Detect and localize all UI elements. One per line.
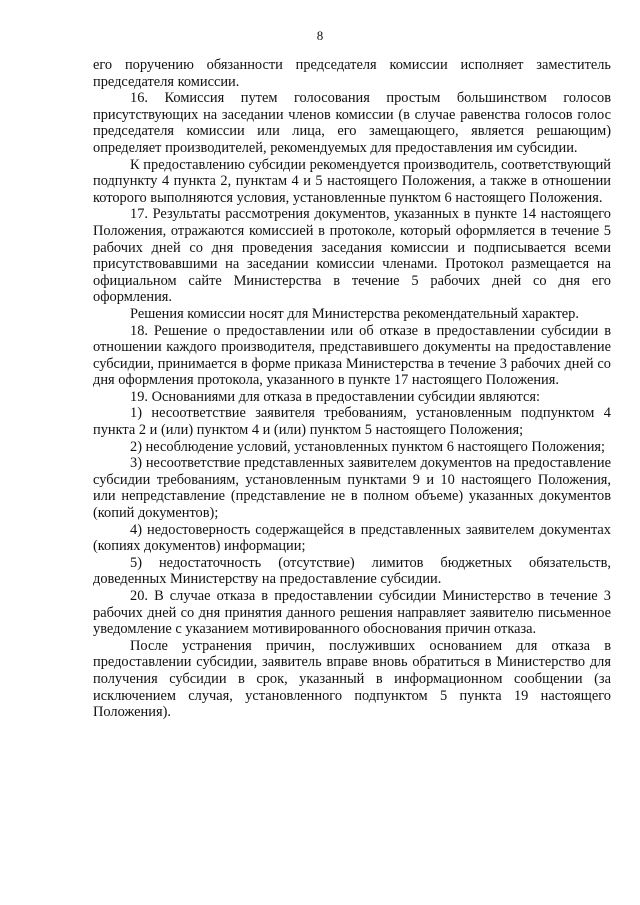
paragraph: 18. Решение о предоставлении или об отказе в предоставлении субсидии в отношении каждого производителя, представившего документы на предоставление субсидии, принимается в форме приказа Министерства в течение 3 рабочих дней со дня оформления протокола, указанного в пункте 17 настоящего Положения. [93, 322, 611, 389]
paragraph: 4) недостоверность содержащейся в представленных заявителем документах (копиях документов) информации; [93, 521, 611, 555]
paragraph: его поручению обязанности председателя комиссии исполняет заместитель председателя комиссии. [93, 57, 611, 90]
paragraph: 19. Основаниями для отказа в предоставлении субсидии являются: [130, 388, 540, 405]
document-body [93, 57, 611, 721]
paragraph: 17. Результаты рассмотрения документов, указанных в пункте 14 настоящего Положения, отражаются комиссией в протоколе, который оформляется в течение 5 рабочих дней со дня проведения заседания комиссии и подписывается всеми присутствовавшими на заседании комиссии членами. Протокол размещается на официальном сайте Министерства в течение 5 рабочих дней со дня его оформления. [93, 206, 611, 306]
paragraph: 20. В случае отказа в предоставлении субсидии Министерство в течение 3 рабочих дней со дня принятия данного решения направляет заявителю письменное уведомление с указанием мотивированного обоснования причин отказа. [93, 588, 611, 638]
paragraph: После устранения причин, послуживших основанием для отказа в предоставлении субсидии, заявитель вправе вновь обратиться в Министерство для получения субсидии в срок, указанный в информационном сообщении (за исключением случая, установленного подпунктом 5 пункта 19 настоящего Положения). [93, 637, 611, 721]
paragraph: Решения комиссии носят для Министерства рекомендательный характер. [130, 305, 579, 322]
paragraph: К предоставлению субсидии рекомендуется производитель, соответствующий подпункту 4 пункта 2, пунктам 4 и 5 настоящего Положения, а также в отношении которого выполняются условия, установленные пунктом 6 настоящего Положения. [93, 156, 611, 206]
paragraph: 16. Комиссия путем голосования простым большинством голосов присутствующих на заседании членов комиссии (в случае равенства голосов голос председателя комиссии или лица, его замещающего, является решающим) определяет производителей, рекомендуемых для предоставления им субсидии. [93, 90, 611, 156]
paragraph: 5) недостаточность (отсутствие) лимитов бюджетных обязательств, доведенных Министерству на предоставление субсидии. [93, 554, 611, 588]
paragraph: 1) несоответствие заявителя требованиям, установленным подпунктом 4 пункта 2 и (или) пунктом 4 и (или) пунктом 5 настоящего Положения; [93, 405, 611, 439]
paragraph: 2) несоблюдение условий, установленных пунктом 6 настоящего Положения; [130, 438, 606, 455]
paragraph: 3) несоответствие представленных заявителем документов на предоставление субсидии требованиям, установленным пунктами 9 и 10 настоящего Положения, или непредставление (представление не в полном объеме) указанных документов (копий документов); [93, 455, 611, 522]
page-number: 8 [316, 28, 324, 43]
